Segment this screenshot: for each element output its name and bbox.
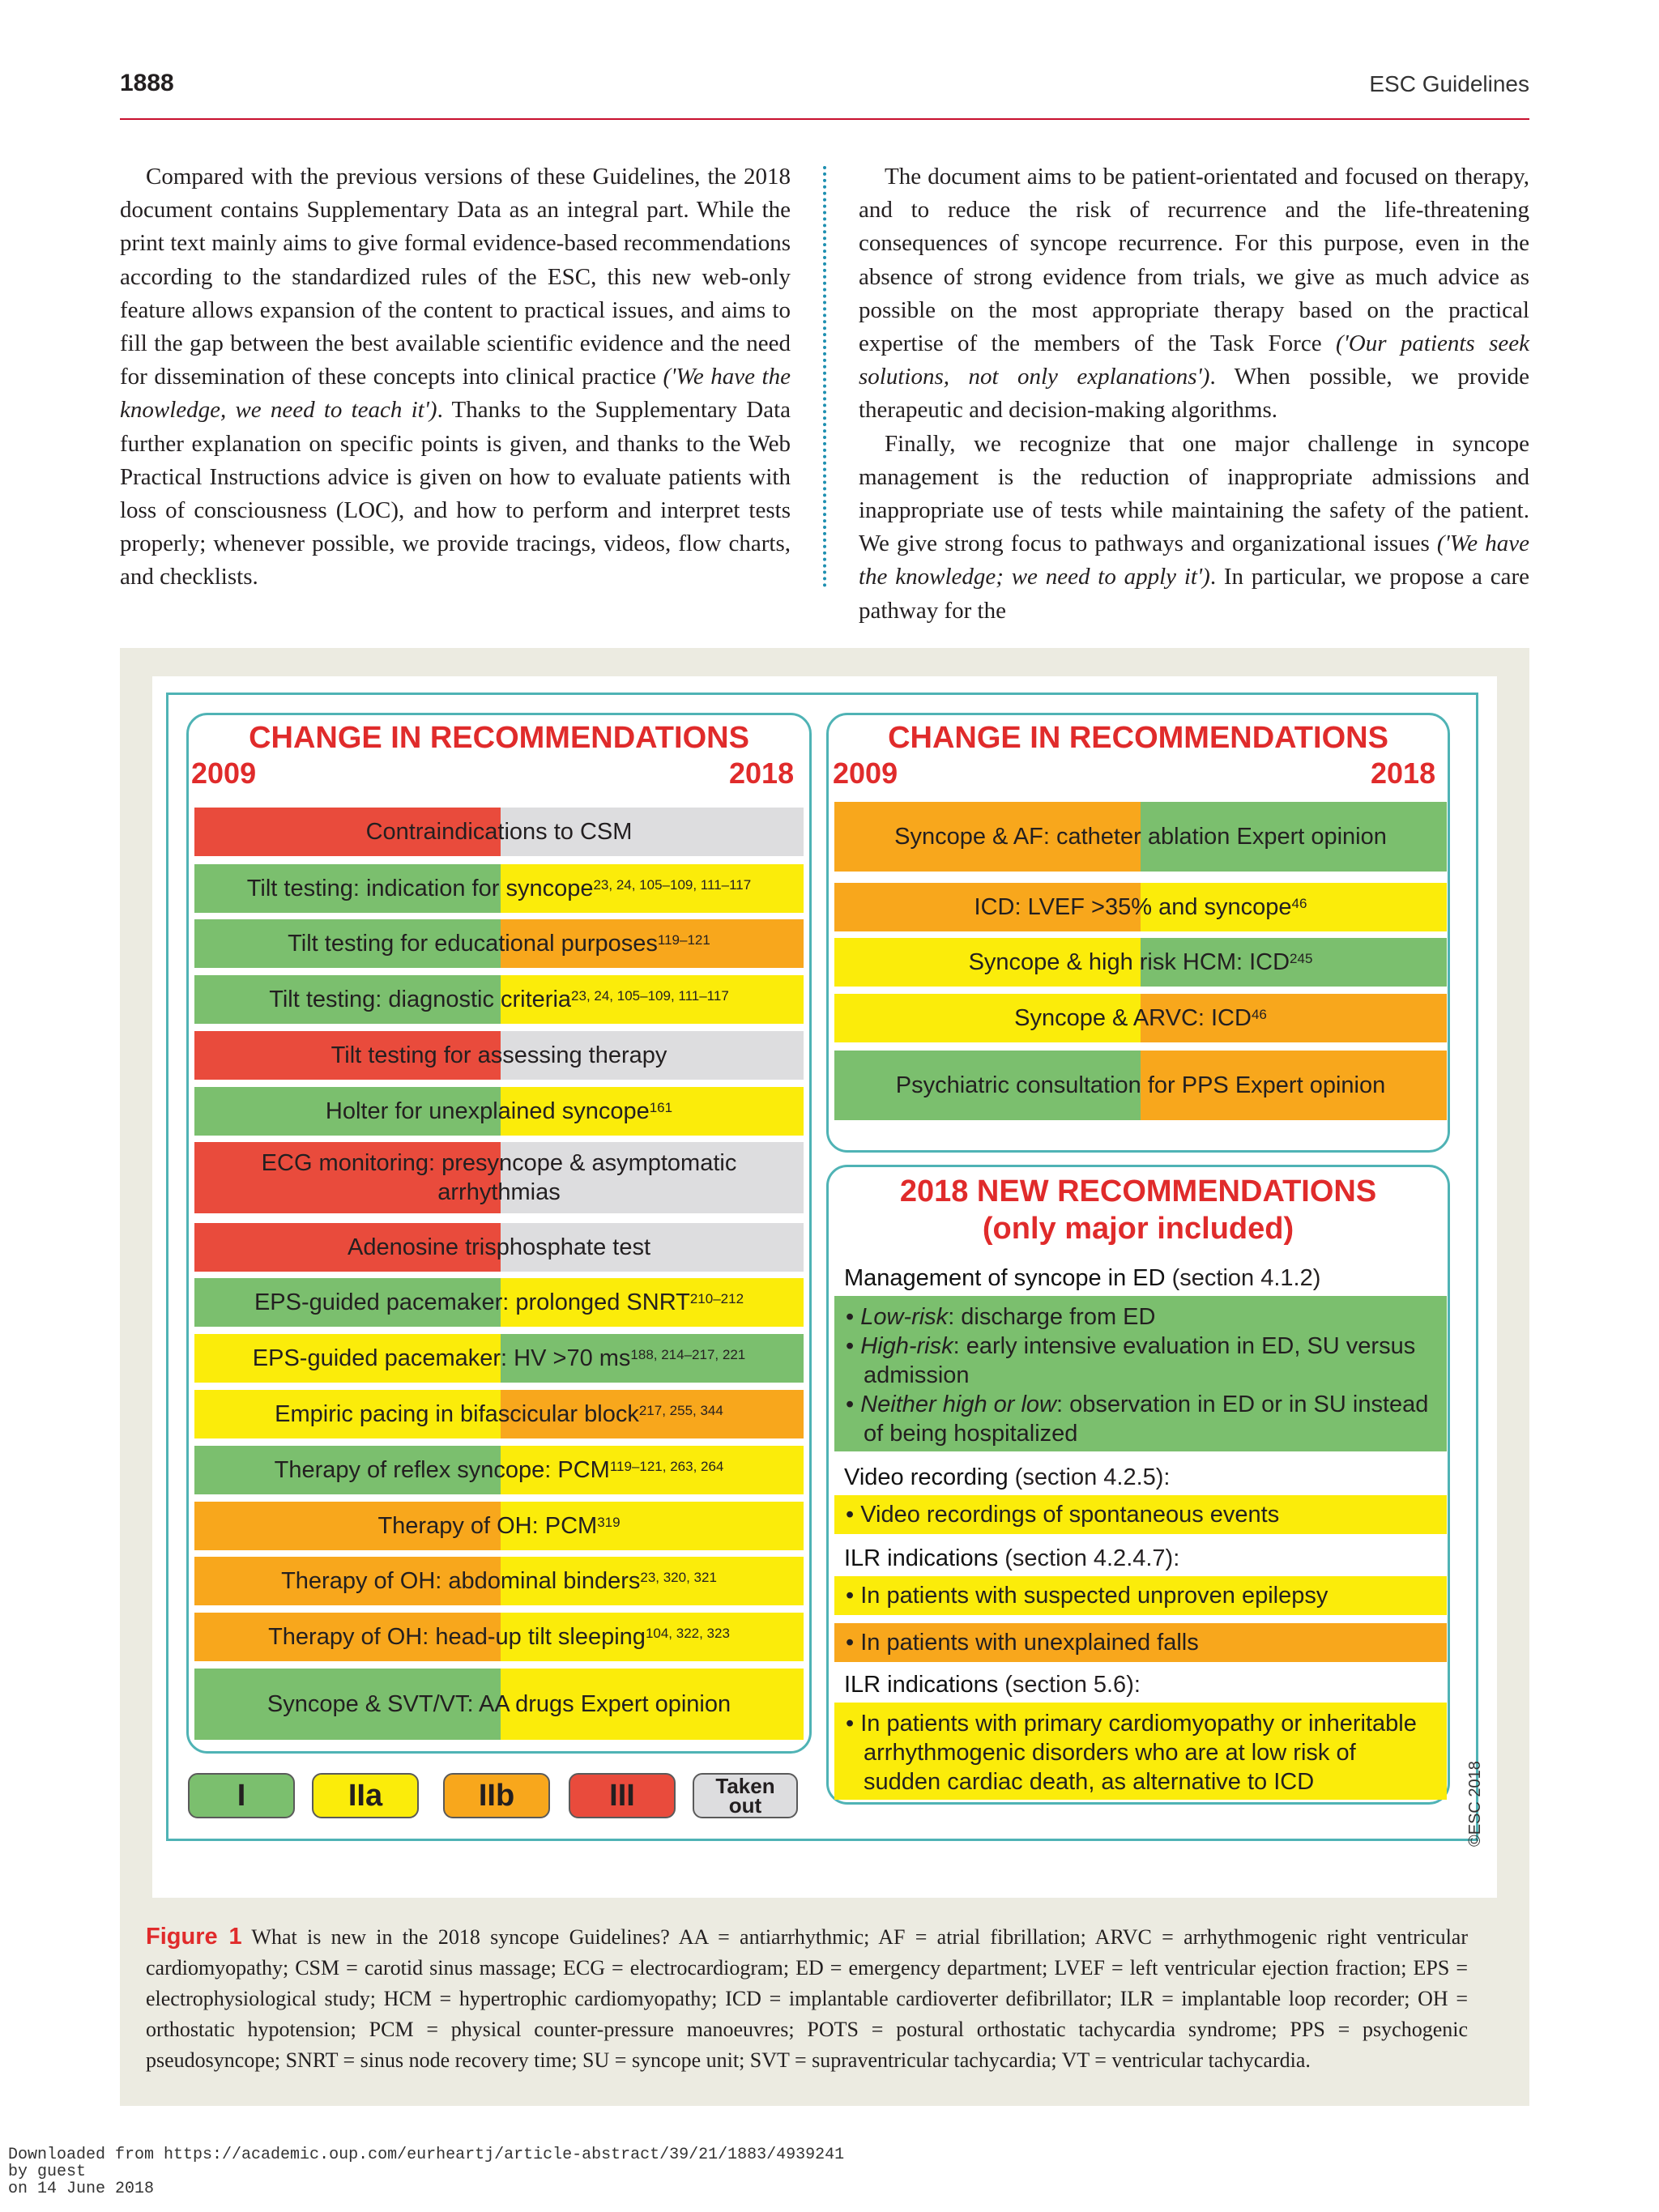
- recommendation-row: [194, 1390, 804, 1438]
- body-paragraph: Compared with the previous versions of these Guidelines, the 2018 document contains Supplementary Data as an integral part. While the print text mainly aims to give formal evidence-based recommendations according to the standardized rules of the ESC, this new web-only feature allows expansion of the content to practical issues, and aims to fill the gap between the best available scientific evidence and the need for dissemination of these concepts into clinical practice ('We have the knowledge, we need to teach it'). Thanks to the Supplementary Data further explanation on specific points is given, and thanks to the Web Practical Instructions advice is given on how to evaluate patients with loss of consciousness (LOC), and how to perform and interpret tests properly; whenever possible, we provide tracings, videos, flow charts, and checklists.: [120, 164, 791, 590]
- recommendation-label: Holter for unexplained syncope $^{161}$: [194, 1087, 804, 1136]
- recommendation-label: Adenosine trisphosphate test: [347, 1234, 651, 1260]
- body-column-right: [859, 160, 1529, 628]
- reference-superscript: 23, 320, 321: [640, 1570, 717, 1585]
- recommendation-label: ECG monitoring: presyncope & asymptomatic arrhythmias: [261, 1150, 737, 1205]
- reference-superscript: 104, 322, 323: [645, 1626, 730, 1641]
- recommendation-row: [194, 1669, 804, 1740]
- recommendation-row: [834, 994, 1447, 1042]
- journal-name: ESC Guidelines: [1369, 71, 1529, 96]
- new-recommendations-subtitle: (only major included): [982, 1212, 1294, 1246]
- download-notice: Downloaded from https://academic.oup.com/eurheartj/article-abstract/39/21/1883/4939241 by guest on 14 June 2018: [8, 2146, 845, 2198]
- recommendation-row: [194, 919, 804, 968]
- recommendation-row: [194, 808, 804, 856]
- reference-superscript: 217, 255, 344: [638, 1403, 723, 1418]
- copyright: ©ESC 2018: [1466, 1761, 1484, 1847]
- figure-caption: [146, 1921, 1468, 2076]
- recommendation-row: [194, 1557, 804, 1605]
- recommendation-label: Psychiatric consultation for PPS Expert opinion: [895, 1072, 1386, 1098]
- recommendation-label: ICD: LVEF >35% and syncope $^{46}$: [834, 883, 1447, 931]
- legend-taken-out: Taken out: [693, 1773, 798, 1818]
- page-number: 1888: [120, 70, 174, 96]
- left-year-from: 2009: [191, 757, 257, 790]
- recommendation-row: [834, 883, 1447, 931]
- recommendation-label: Therapy of OH: PCM $^{319}$: [194, 1502, 804, 1550]
- right-year-to: 2018: [1371, 757, 1436, 790]
- left-panel-title: CHANGE IN RECOMMENDATIONS: [249, 721, 749, 755]
- recommendation-row: [194, 864, 804, 913]
- recommendation-row: [194, 1278, 804, 1327]
- recommendation-label: Syncope & high risk HCM: ICD $^{245}$: [834, 938, 1447, 987]
- recommendation-label: Therapy of OH: abdominal binders $^{23, 320, 321}$: [194, 1557, 804, 1605]
- legend-III: III: [569, 1773, 676, 1818]
- caption-text: What is new in the 2018 syncope Guidelines? AA = antiarrhythmic; AF = atrial fibrillation; ARVC = arrhythmogenic right ventricular cardiomyopathy; CSM = carotid sinus massage; ECG = electrocardiogram; ED = emergency department; LVEF = left ventricular ejection fraction; EPS = electrophysiological study; HCM = hypertrophic cardiomyopathy; ICD = implantable cardioverter defibrillator; ILR = implantable loop recorder; OH = orthostatic hypotension; PCM = physical counter-pressure manoeuvres; POTS = postural orthostatic tachycardia syndrome; PPS = psychogenic pseudosyncope; SNRT = sinus node recovery time; SU = syncope unit; SVT = supraventricular tachycardia; VT = ventricular tachycardia.: [146, 1925, 1468, 2072]
- recommendation-label: Contraindications to CSM: [365, 819, 633, 845]
- legend-IIa: IIa: [312, 1773, 419, 1818]
- recommendation-row: [834, 938, 1447, 987]
- recommendation-label: EPS-guided pacemaker: HV >70 ms $^{188, 214-217, 221}$: [194, 1334, 804, 1383]
- reference-superscript: 188, 214–217, 221: [630, 1347, 746, 1362]
- reference-superscript: 23, 24, 105–109, 111–117: [593, 877, 752, 893]
- recommendation-row: [194, 975, 804, 1024]
- recommendation-row: [834, 802, 1447, 872]
- reference-superscript: 245: [1290, 951, 1313, 966]
- section-video-heading: Video recording (section 4.2.5):: [844, 1464, 1171, 1490]
- body-paragraph: Finally, we recognize that one major challenge in syncope management is the reduction of inappropriate admissions and inappropriate use of tests while maintaining the safety of the patient. We give strong focus to pathways and organizational issues ('We have the knowledge; we need to apply it'). In particular, we propose a care pathway for the: [859, 430, 1529, 624]
- reference-superscript: 319: [597, 1515, 621, 1530]
- recommendation-label: Tilt testing for assessing therapy: [331, 1042, 667, 1068]
- recommendation-label: Tilt testing: indication for syncope $^{23, 24, 105-109, 111-117}$: [194, 864, 804, 913]
- header-rule: [120, 118, 1529, 120]
- recommendation-label: Syncope & AF: catheter ablation Expert opinion: [894, 824, 1387, 850]
- recommendation-row: [194, 1502, 804, 1550]
- reference-superscript: 119–121: [657, 932, 710, 948]
- body-column-left: [120, 160, 791, 595]
- reference-superscript: 46: [1251, 1007, 1267, 1022]
- recommendation-row: [194, 1446, 804, 1494]
- section-ilr-heading-1: ILR indications (section 4.2.4.7):: [844, 1545, 1180, 1571]
- ilr-falls-box: • In patients with unexplained falls: [834, 1623, 1447, 1662]
- reference-superscript: 23, 24, 105–109, 111–117: [571, 988, 729, 1004]
- recommendation-row: [194, 1142, 804, 1213]
- recommendation-label: Tilt testing: diagnostic criteria $^{23, 24, 105-109, 111-117}$: [194, 975, 804, 1024]
- reference-superscript: 161: [649, 1100, 673, 1115]
- ed-recommendations-box: • Low-risk: discharge from ED • High-risk: early intensive evaluation in ED, SU versus admission • Neither high or low: observation in ED or in SU instead of being hospitalized: [834, 1296, 1447, 1451]
- recommendation-label: Tilt testing for educational purposes $^{119-121}$: [194, 919, 804, 968]
- section-ed-heading: Management of syncope in ED (section 4.1.2): [844, 1265, 1321, 1291]
- recommendation-row: [194, 1613, 804, 1661]
- recommendation-label: Empiric pacing in bifascicular block $^{217, 255, 344}$: [194, 1390, 804, 1438]
- recommendation-label: Syncope & SVT/VT: AA drugs Expert opinion: [267, 1691, 731, 1717]
- right-year-from: 2009: [833, 757, 898, 790]
- new-recommendations-title: 2018 NEW RECOMMENDATIONS: [899, 1174, 1377, 1208]
- recommendation-row: [194, 1223, 804, 1272]
- body-paragraph: The document aims to be patient-orientated and focused on therapy, and to reduce the risk of recurrence and the life-threatening consequences of syncope recurrence. For this purpose, even in the absence of strong evidence from trials, we give as much advice as possible on the most appropriate therapy based on the practical expertise of the members of the Task Force ('Our patients seek solutions, not only explanations'). When possible, we provide therapeutic and decision-making algorithms.: [859, 164, 1529, 424]
- reference-superscript: 119–121, 263, 264: [609, 1459, 724, 1474]
- recommendation-label: Syncope & ARVC: ICD $^{46}$: [834, 994, 1447, 1042]
- recommendation-row: [194, 1031, 804, 1080]
- ilr-cardiomyopathy-box: • In patients with primary cardiomyopathy or inheritable arrhythmogenic disorders who are at low risk of sudden cardiac death, as alternative to ICD: [834, 1703, 1447, 1800]
- recommendation-row: [194, 1334, 804, 1383]
- column-divider: [823, 166, 826, 587]
- recommendation-row: [194, 1087, 804, 1136]
- recommendation-label: Therapy of reflex syncope: PCM $^{119-121, 263, 264}$: [194, 1446, 804, 1494]
- recommendation-label: EPS-guided pacemaker: prolonged SNRT $^{210-212}$: [194, 1278, 804, 1327]
- ilr-epilepsy-box: • In patients with suspected unproven epilepsy: [834, 1576, 1447, 1615]
- video-recommendation-box: • Video recordings of spontaneous events: [834, 1495, 1447, 1534]
- legend-I: I: [188, 1773, 295, 1818]
- recommendation-row: [834, 1051, 1447, 1120]
- right-panel-title: CHANGE IN RECOMMENDATIONS: [888, 721, 1388, 755]
- recommendation-label: Therapy of OH: head-up tilt sleeping $^{104, 322, 323}$: [194, 1613, 804, 1661]
- left-year-to: 2018: [729, 757, 795, 790]
- legend-IIb: IIb: [443, 1773, 550, 1818]
- figure-label: Figure 1: [146, 1924, 242, 1950]
- reference-superscript: 210–212: [689, 1291, 744, 1306]
- reference-superscript: 46: [1291, 896, 1307, 911]
- section-ilr-heading-2: ILR indications (section 5.6):: [844, 1672, 1141, 1698]
